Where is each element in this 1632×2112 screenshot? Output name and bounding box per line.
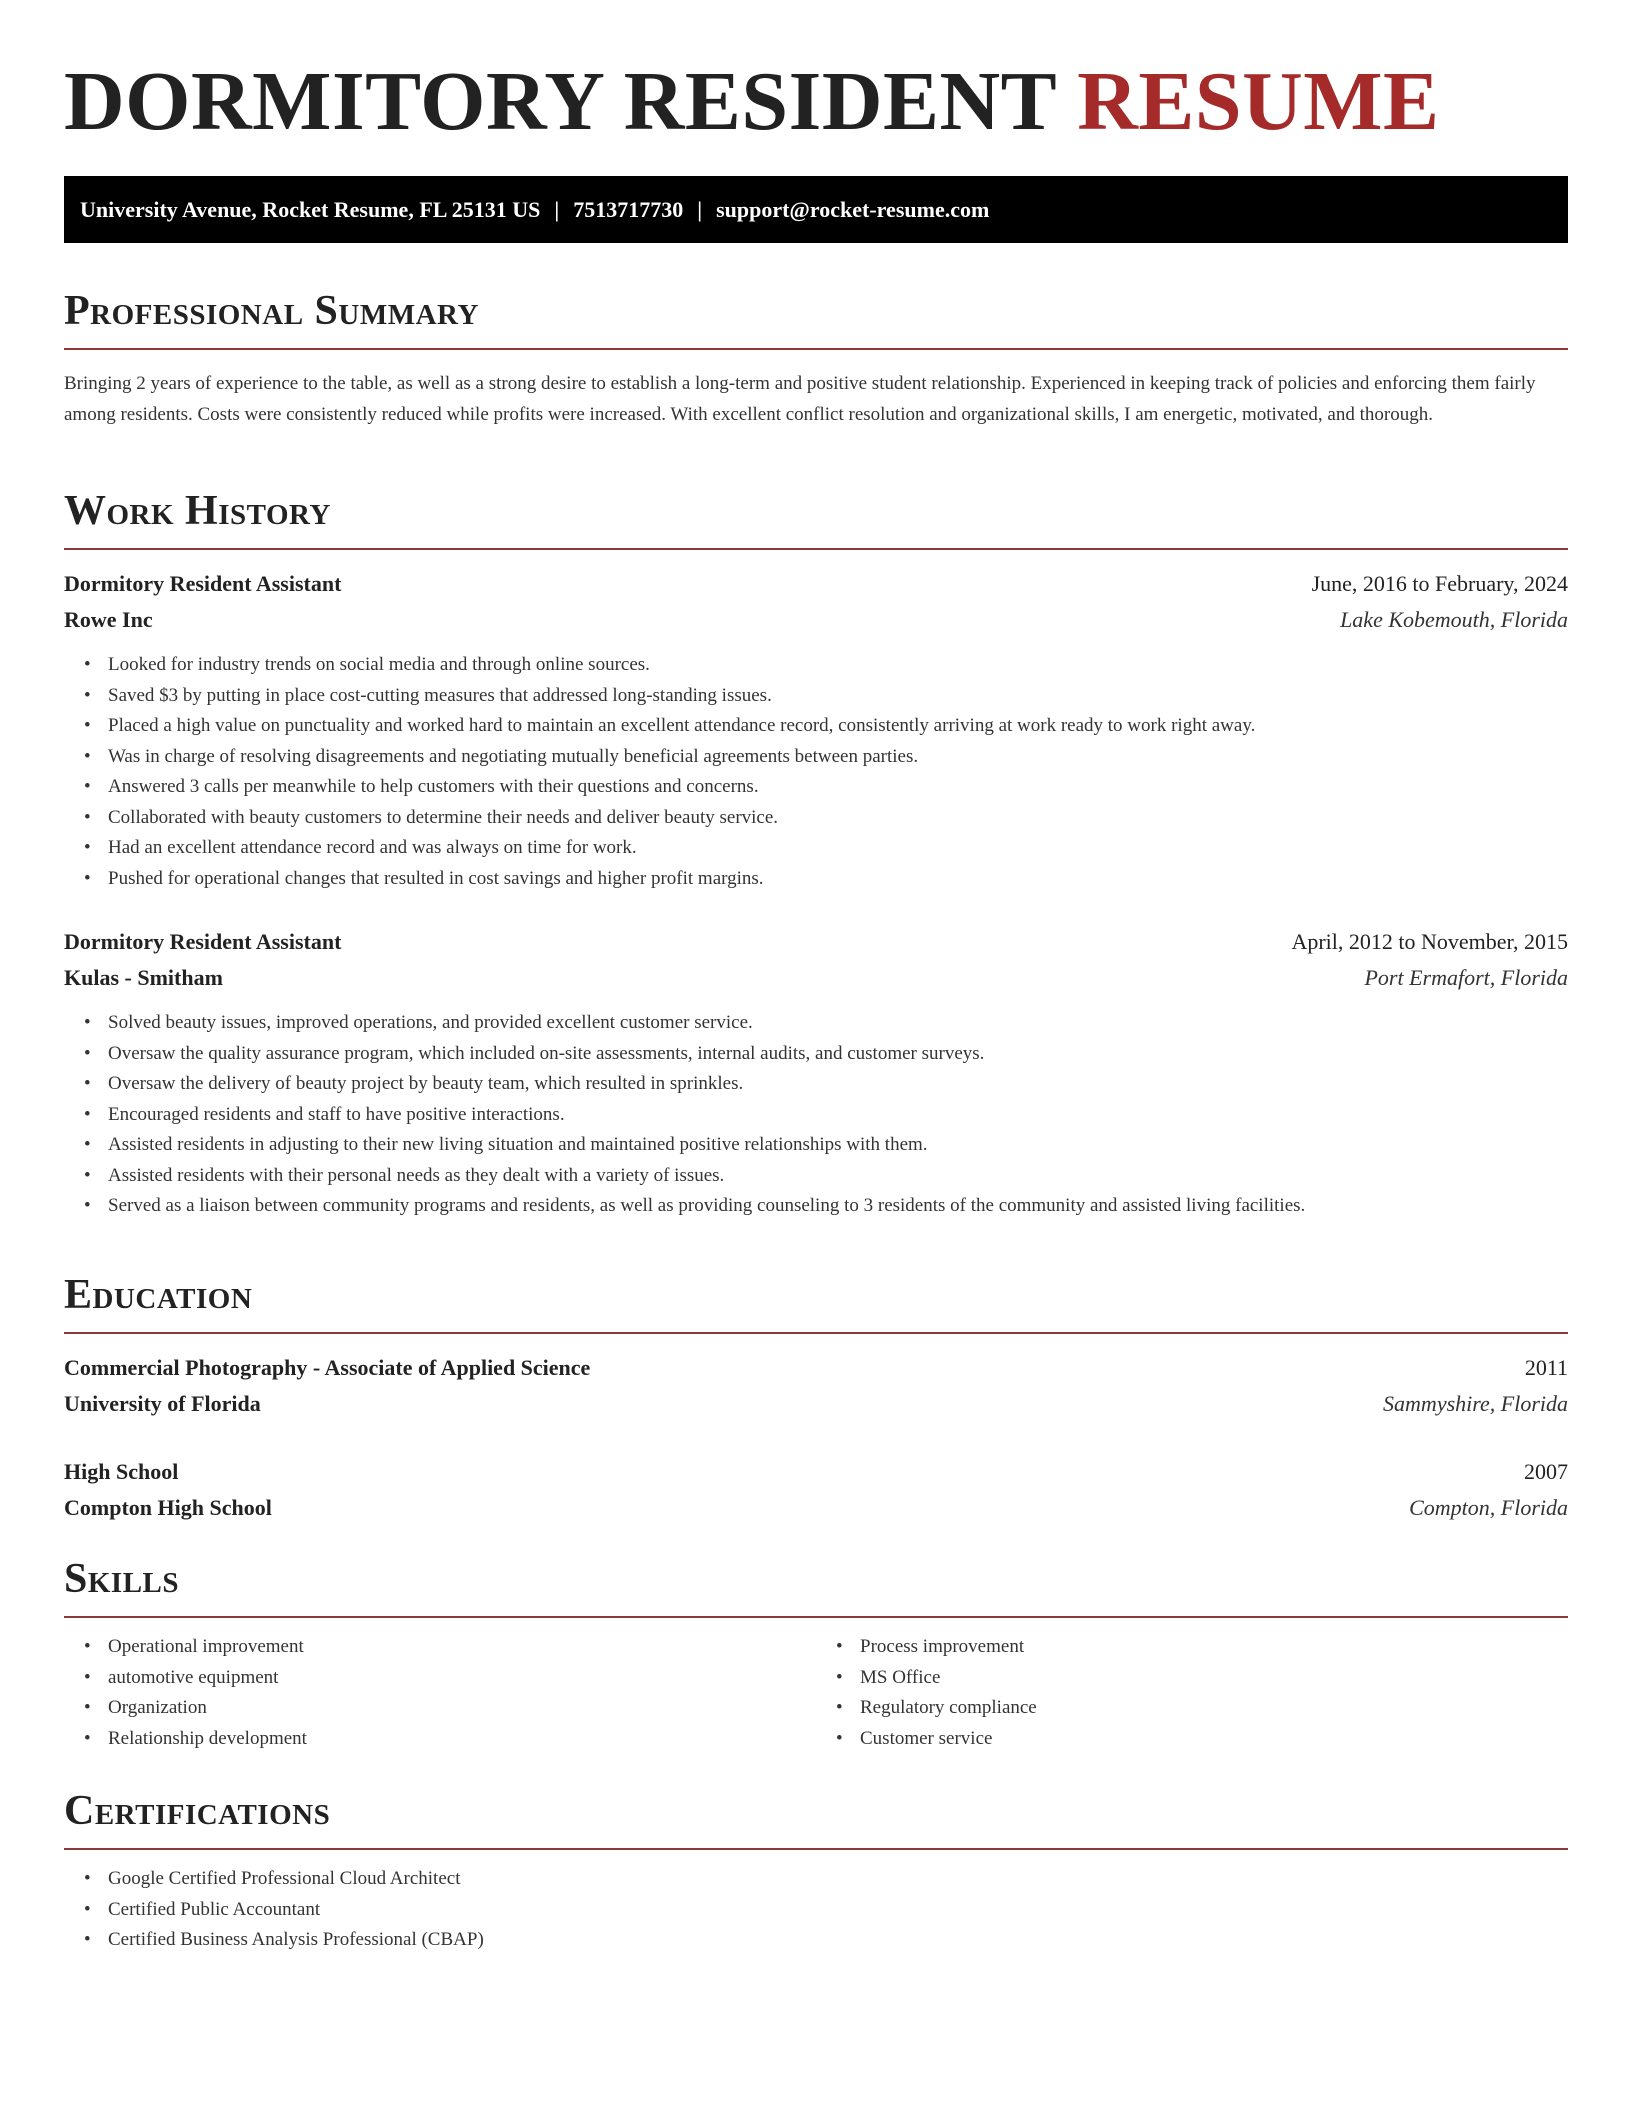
education-section xyxy=(64,1270,1568,1526)
list-item: • Pushed for operational changes that resulted in cost savings and higher profit margins. xyxy=(108,864,1568,895)
title-primary: DORMITORY RESIDENT xyxy=(64,55,1056,148)
contact-email: support@rocket-resume.com xyxy=(716,197,990,222)
job-duties-list xyxy=(64,650,1568,894)
job-duties-list xyxy=(64,1008,1568,1222)
contact-separator: | xyxy=(697,197,703,222)
skill-item: • automotive equipment xyxy=(108,1663,816,1694)
education-location: Sammyshire, Florida xyxy=(1383,1391,1568,1416)
education-heading: Education xyxy=(64,1272,253,1318)
job-title: Dormitory Resident Assistant xyxy=(64,929,342,954)
education-school: Compton High School xyxy=(64,1495,272,1520)
education-header-row xyxy=(64,1350,1568,1386)
contact-address: University Avenue, Rocket Resume, FL 25131 US xyxy=(80,197,541,222)
job-entry xyxy=(64,924,1568,1222)
job-dates: June, 2016 to February, 2024 xyxy=(1311,571,1568,596)
skills-heading: Skills xyxy=(64,1556,180,1602)
skills-list-right xyxy=(816,1632,1568,1754)
work-history-heading: Work History xyxy=(64,488,331,534)
list-item: • Encouraged residents and staff to have positive interactions. xyxy=(108,1100,1568,1131)
skill-item: • Process improvement xyxy=(860,1632,1568,1663)
summary-section xyxy=(64,286,1568,430)
job-title: Dormitory Resident Assistant xyxy=(64,571,342,596)
list-item: • Served as a liaison between community programs and residents, as well as providing counseling to 3 residents of the community and assisted living facilities. xyxy=(108,1191,1568,1222)
skill-item: • Customer service xyxy=(860,1724,1568,1755)
education-entry xyxy=(64,1454,1568,1526)
job-location: Port Ermafort, Florida xyxy=(1364,965,1568,990)
section-divider xyxy=(64,1616,1568,1618)
list-item: • Collaborated with beauty customers to determine their needs and deliver beauty service. xyxy=(108,803,1568,834)
job-location: Lake Kobemouth, Florida xyxy=(1340,607,1568,632)
education-year: 2011 xyxy=(1524,1355,1568,1380)
job-header-row xyxy=(64,924,1568,960)
job-entry xyxy=(64,566,1568,894)
list-item: • Oversaw the delivery of beauty project by beauty team, which resulted in sprinkles. xyxy=(108,1069,1568,1100)
skills-columns xyxy=(64,1632,1568,1754)
education-school-row xyxy=(64,1490,1568,1526)
skill-item: • Regulatory compliance xyxy=(860,1693,1568,1724)
list-item: • Assisted residents in adjusting to their new living situation and maintained positive relationships with them. xyxy=(108,1130,1568,1161)
education-year: 2007 xyxy=(1524,1459,1568,1484)
skill-item: • Organization xyxy=(108,1693,816,1724)
section-divider xyxy=(64,1332,1568,1334)
education-school: University of Florida xyxy=(64,1391,261,1416)
title-accent: RESUME xyxy=(1077,55,1440,148)
list-item: • Solved beauty issues, improved operations, and provided excellent customer service. xyxy=(108,1008,1568,1039)
job-dates: April, 2012 to November, 2015 xyxy=(1291,929,1568,954)
list-item: • Was in charge of resolving disagreements and negotiating mutually beneficial agreements between parties. xyxy=(108,742,1568,773)
contact-bar xyxy=(64,176,1568,243)
job-company: Kulas - Smitham xyxy=(64,965,223,990)
certification-item: • Certified Public Accountant xyxy=(108,1895,1568,1926)
education-degree: High School xyxy=(64,1459,179,1484)
job-company: Rowe Inc xyxy=(64,607,153,632)
list-item: • Looked for industry trends on social media and through online sources. xyxy=(108,650,1568,681)
skills-section xyxy=(64,1554,1568,1754)
job-company-row xyxy=(64,602,1568,638)
skill-item: • MS Office xyxy=(860,1663,1568,1694)
contact-phone: 7513717730 xyxy=(573,197,684,222)
resume-title xyxy=(64,52,1440,152)
education-entry xyxy=(64,1350,1568,1422)
list-item: • Oversaw the quality assurance program, which included on-site assessments, internal audits, and customer surveys. xyxy=(108,1039,1568,1070)
certifications-list xyxy=(64,1864,1568,1956)
certification-item: • Certified Business Analysis Professional (CBAP) xyxy=(108,1925,1568,1956)
certifications-heading: Certifications xyxy=(64,1788,331,1834)
education-school-row xyxy=(64,1386,1568,1422)
section-divider xyxy=(64,1848,1568,1850)
section-divider xyxy=(64,348,1568,350)
job-header-row xyxy=(64,566,1568,602)
education-degree: Commercial Photography - Associate of Applied Science xyxy=(64,1355,591,1380)
list-item: • Answered 3 calls per meanwhile to help customers with their questions and concerns. xyxy=(108,772,1568,803)
section-divider xyxy=(64,548,1568,550)
certification-item: • Google Certified Professional Cloud Architect xyxy=(108,1864,1568,1895)
education-header-row xyxy=(64,1454,1568,1490)
list-item: • Had an excellent attendance record and was always on time for work. xyxy=(108,833,1568,864)
summary-heading: Professional Summary xyxy=(64,288,479,334)
certifications-section xyxy=(64,1786,1568,1956)
skill-item: • Relationship development xyxy=(108,1724,816,1755)
work-history-section xyxy=(64,486,1568,1222)
list-item: • Placed a high value on punctuality and worked hard to maintain an excellent attendance record, consistently arriving at work ready to work right away. xyxy=(108,711,1568,742)
list-item: • Saved $3 by putting in place cost-cutting measures that addressed long-standing issues. xyxy=(108,681,1568,712)
job-company-row xyxy=(64,960,1568,996)
skill-item: • Operational improvement xyxy=(108,1632,816,1663)
education-location: Compton, Florida xyxy=(1409,1495,1568,1520)
list-item: • Assisted residents with their personal needs as they dealt with a variety of issues. xyxy=(108,1161,1568,1192)
contact-separator: | xyxy=(554,197,560,222)
summary-text: Bringing 2 years of experience to the table, as well as a strong desire to establish a long-term and positive student relationship. Experienced in keeping track of policies and enforcing them fairly among residents. Costs were consistently reduced while profits were increased. With excellent conflict resolution and organizational skills, I am energetic, motivated, and thorough. xyxy=(64,373,1536,425)
skills-list-left xyxy=(64,1632,816,1754)
